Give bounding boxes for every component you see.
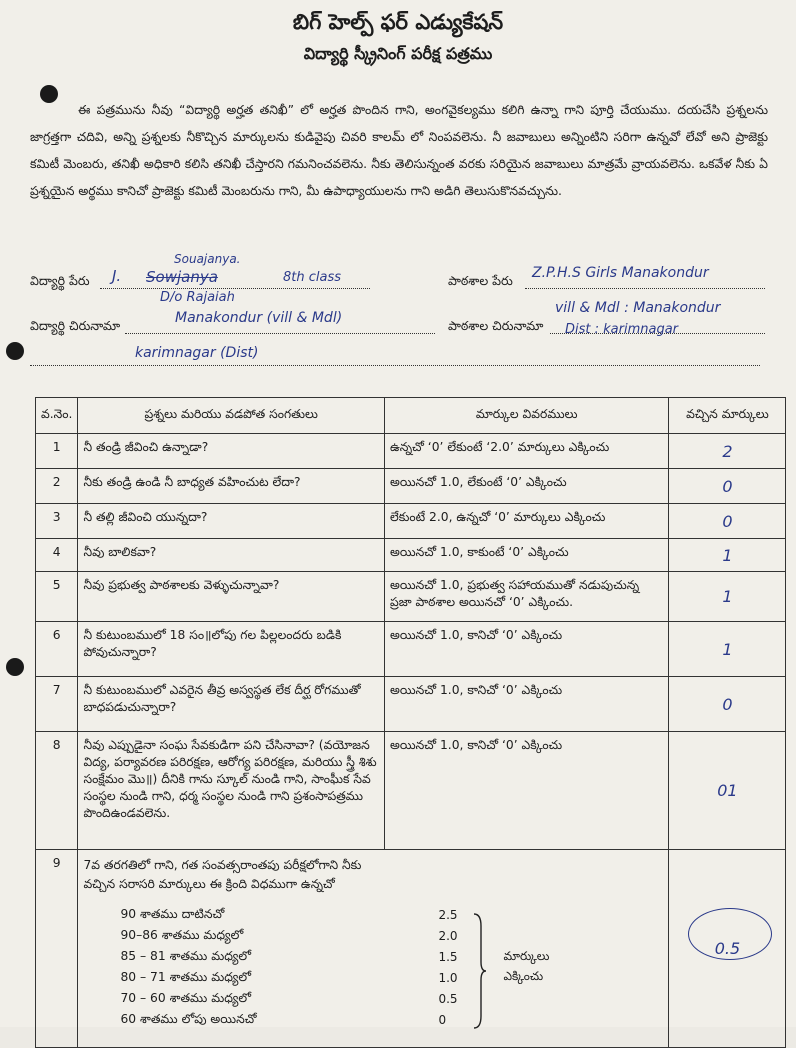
row-serial: 3 xyxy=(36,504,78,539)
grade-marks: 2.5 xyxy=(438,908,458,922)
marks-label-line: ఎక్కించు xyxy=(503,969,544,983)
handwritten-initial: J. xyxy=(112,267,122,285)
table-row xyxy=(36,539,786,572)
handwritten-school-district: Dist : karimnagar xyxy=(565,322,679,337)
student-name-label: విద్యార్థి పేరు xyxy=(30,273,90,288)
student-address-line xyxy=(125,333,435,334)
form-title: విద్యార్థి స్క్రీనింగ్ పరీక్ష పత్రము xyxy=(303,44,493,63)
grade-marks: 0 xyxy=(438,1013,447,1027)
table-row xyxy=(36,504,786,539)
grade-marks: 1.0 xyxy=(438,971,458,985)
handwritten-school-address: vill & Mdl : Manakondur xyxy=(555,300,721,316)
grade-marks: 0.5 xyxy=(438,992,458,1006)
grade-range: 90–86 శాతము మధ్యలో xyxy=(120,928,244,942)
row-question: నీ కుటుంబములో 18 సం॥లోపు గల పిల్లలందరు బడికి పోవుచున్నారా? xyxy=(78,622,385,677)
row-marking: ఉన్నచో ‘0’ లేకుంటే ‘2.0’ మార్కులు ఎక్కించు xyxy=(384,434,668,469)
punch-hole xyxy=(6,658,24,676)
student-name-line xyxy=(100,288,370,289)
marks-label-line: మార్కులు xyxy=(503,949,550,963)
grade-range: 60 శాతము లోపు అయినచో xyxy=(120,1012,257,1026)
row-serial: 5 xyxy=(36,572,78,622)
row-score: 1 xyxy=(669,539,786,572)
row-marking: అయినచో 1.0, కానిచో ‘0’ ఎక్కించు xyxy=(384,732,668,850)
row-question: నీవు బాలికవా? xyxy=(78,539,385,572)
table-row xyxy=(36,469,786,504)
row-serial: 6 xyxy=(36,622,78,677)
handwritten-district: karimnagar (Dist) xyxy=(135,345,259,361)
grade-marks: 1.5 xyxy=(438,950,458,964)
handwritten-parent: D/o Rajaiah xyxy=(160,290,235,305)
handwritten-class: 8th class xyxy=(283,270,342,285)
header-serial: వ.నెం. xyxy=(36,398,78,434)
row-question: నీవు ప్రభుత్వ పాఠశాలకు వెళ్ళుచున్నావా? xyxy=(78,572,385,622)
circled-score-mark xyxy=(688,908,772,960)
punch-hole xyxy=(6,342,24,360)
table-row xyxy=(36,434,786,469)
table-row xyxy=(36,677,786,732)
row-question: నీవు ఎప్పుడైనా సంఘ సేవకుడిగా పని చేసినావా? (వయోజన విద్య, పర్యావరణ పరిరక్షణ, ఆరోగ్య పరిరక్షణ, మరియు స్త్రీ శిశు సంక్షేమం మొ॥) దీనికి గాను స్కూల్ నుండి గాని, సాంఘీక సేవ సంస్థల నుండి గాని, ధర్మ సంస్థల నుండి గాని ప్రశంసాపత్రము పొందిఉండవలెను. xyxy=(78,732,385,850)
row-question: నీ తండ్రి జీవించి ఉన్నాడా? xyxy=(78,434,385,469)
org-title: బిగ్ హెల్ప్ ఫర్ ఎడ్యుకేషన్ xyxy=(292,10,504,34)
row9-question-cell xyxy=(78,850,669,1048)
address-continuation-line xyxy=(30,365,760,366)
row-score: 0 xyxy=(669,504,786,539)
row-score: 0 xyxy=(669,469,786,504)
handwritten-school-name: Z.P.H.S Girls Manakondur xyxy=(532,265,709,281)
table-row xyxy=(36,732,786,850)
handwritten-name-struck: Sowjanya xyxy=(146,268,218,286)
row-score: 1 xyxy=(669,622,786,677)
row-question: నీ తల్లి జీవించి యున్నదా? xyxy=(78,504,385,539)
row-serial: 8 xyxy=(36,732,78,850)
grade-range: 90 శాతము దాటినచో xyxy=(120,907,225,921)
row-score: 0.5 xyxy=(714,939,741,958)
handwritten-address: Manakondur (vill & Mdl) xyxy=(175,310,343,326)
row-serial: 1 xyxy=(36,434,78,469)
curly-brace-icon xyxy=(473,912,487,1030)
row-question: నీకు తండ్రి ఉండి నీ బాధ్యత వహించుట లేదా? xyxy=(78,469,385,504)
handwritten-name-correction: Souajanya. xyxy=(174,252,241,266)
row-marking: అయినచో 1.0, కానిచో ‘0’ ఎక్కించు xyxy=(384,622,668,677)
table-row xyxy=(36,850,786,1048)
header-marking: మార్కుల వివరములు xyxy=(384,398,668,434)
row-serial: 4 xyxy=(36,539,78,572)
grades-block xyxy=(83,856,663,1036)
marks-label xyxy=(503,946,549,986)
row-score: 2 xyxy=(669,434,786,469)
instructions-paragraph: ఈ పత్రమును నీవు “విద్యార్థి అర్హత తనిఖీ” లో అర్హత పొందిన గాని, అంగవైకల్యము కలిగి ఉన్నా గాని పూర్తి చేయుము. దయచేసి ప్రశ్నలను జాగ్రత్తగా చదివి, అన్ని ప్రశ్నలకు నీకొచ్చిన మార్కులను కుడివైపు చివరి కాలమ్ లో నింపవలెను. నీ జవాబులు అన్నింటిని సరిగా ఉన్నవో లేవో అని ప్రాజెక్టు కమిటీ మెంబరు, తనిఖీ అధికారి కలిసి తనిఖీ చేస్తారని గమనించవలెను. నీకు తెలిసున్నంత వరకు సరియైన జవాబులు మాత్రమే వ్రాయవలెను. ఒకవేళ నీకు ఏ ప్రశ్నయైన అర్థము కానిచో ప్రాజెక్టు కమిటీ మెంబరును గాని, మీ ఉపాధ్యాయులను గాని అడిగి తెలుసుకొనవచ్చును. xyxy=(30,102,768,198)
table-row xyxy=(36,572,786,622)
table-row xyxy=(36,622,786,677)
school-address-label: పాఠశాల చిరునామా xyxy=(448,318,544,333)
row-score: 0 xyxy=(669,677,786,732)
row-marking: లేకుంటే 2.0, ఉన్నచో ‘0’ మార్కులు ఎక్కించు xyxy=(384,504,668,539)
grade-range: 80 – 71 శాతము మధ్యలో xyxy=(120,970,252,984)
grade-range: 70 – 60 శాతము మధ్యలో xyxy=(120,991,252,1005)
row-score: 1 xyxy=(669,572,786,622)
row-marking: అయినచో 1.0, లేకుంటే ‘0’ ఎక్కించు xyxy=(384,469,668,504)
row-marking: అయినచో 1.0, ప్రభుత్వ సహాయముతో నడుపుచున్న ప్రజా పాఠశాల అయినచో ‘0’ ఎక్కించు. xyxy=(384,572,668,622)
row-serial: 9 xyxy=(36,850,78,1048)
grade-range: 85 – 81 శాతము మధ్యలో xyxy=(120,949,252,963)
row9-question: 7వ తరగతిలో గాని, గత సంవత్సరాంతపు పరీక్షలోగాని నీకు వచ్చిన సరాసరి మార్కులు ఈ క్రింది విధముగా ఉన్నచో xyxy=(83,858,362,891)
table-header-row xyxy=(36,398,786,434)
row-question: నీ కుటుంబములో ఎవరైన తీవ్ర అస్వస్థత లేక దీర్ఘ రోగముతో బాధపడుచున్నారా? xyxy=(78,677,385,732)
student-address-label: విద్యార్థి చిరునామా xyxy=(30,318,121,333)
screening-table xyxy=(35,397,786,1048)
grade-marks: 2.0 xyxy=(438,929,458,943)
row-serial: 7 xyxy=(36,677,78,732)
row-serial: 2 xyxy=(36,469,78,504)
header-score: వచ్చిన మార్కులు xyxy=(669,398,786,434)
row-marking: అయినచో 1.0, కాకుంటే ‘0’ ఎక్కించు xyxy=(384,539,668,572)
row-score: 01 xyxy=(669,732,786,850)
school-name-label: పాఠశాల పేరు xyxy=(448,273,513,288)
row-marking: అయినచో 1.0, కానిచో ‘0’ ఎక్కించు xyxy=(384,677,668,732)
header-questions: ప్రశ్నలు మరియు వడపోత సంగతులు xyxy=(78,398,385,434)
school-name-line xyxy=(525,288,765,289)
